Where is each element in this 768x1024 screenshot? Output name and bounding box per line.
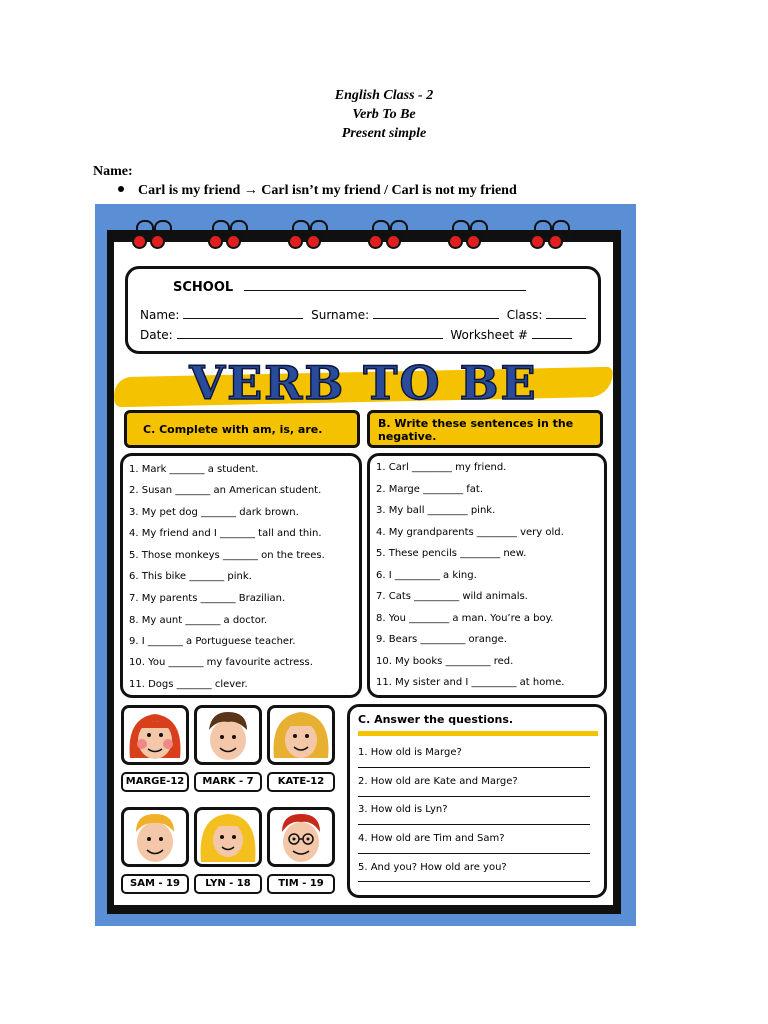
class-label: Class: — [506, 308, 543, 322]
doc-subtitle: Verb To Be — [352, 107, 416, 122]
list-item: 7. My parents _______ Brazilian. — [129, 593, 286, 604]
bullet-icon — [118, 186, 124, 192]
list-item: 1. Mark _______ a student. — [129, 464, 259, 475]
list-item: 10. You _______ my favourite actress. — [129, 657, 313, 668]
label-sam: SAM - 19 — [121, 874, 189, 894]
question-item: 1. How old is Marge? — [358, 747, 462, 758]
answer-line — [358, 796, 590, 797]
list-item: 10. My books _________ red. — [376, 656, 514, 667]
answer-questions-box — [347, 704, 607, 898]
list-item: 5. These pencils ________ new. — [376, 548, 527, 559]
list-item: 3. My ball ________ pink. — [376, 505, 496, 516]
name-row — [140, 307, 586, 322]
face-kate-icon — [267, 705, 335, 765]
list-item: 11. My sister and I _________ at home. — [376, 677, 565, 688]
answer-title: C. Answer the questions. — [358, 713, 514, 726]
ring-icon — [466, 220, 490, 248]
list-item: 9. I _______ a Portuguese teacher. — [129, 636, 296, 647]
doc-title: English Class - 2 — [334, 88, 434, 103]
face-mark-icon — [194, 705, 262, 765]
answer-line — [358, 767, 590, 768]
list-item: 4. My grandparents ________ very old. — [376, 527, 564, 538]
ring-icon — [548, 220, 572, 248]
worksheet-page — [114, 242, 613, 905]
title-band — [114, 354, 613, 414]
face-tim-icon — [267, 807, 335, 867]
doc-subtitle-2: Present simple — [341, 126, 427, 141]
label-kate: KATE-12 — [267, 772, 335, 792]
face-marge-icon — [121, 705, 189, 765]
right-exercise-box — [367, 453, 607, 698]
name-line — [183, 307, 303, 319]
worksheet-number-label: Worksheet # — [450, 328, 528, 342]
list-item: 2. Susan _______ an American student. — [129, 485, 322, 496]
answer-line — [358, 824, 590, 825]
label-tim: TIM - 19 — [267, 874, 335, 894]
face-lyn-icon — [194, 807, 262, 867]
list-item: 3. My pet dog _______ dark brown. — [129, 507, 299, 518]
label-lyn: LYN - 18 — [194, 874, 262, 894]
school-line — [244, 279, 526, 291]
worksheet-number-line — [532, 327, 572, 339]
list-item: 8. My aunt _______ a doctor. — [129, 615, 268, 626]
label-marge: MARGE-12 — [121, 772, 189, 792]
list-item: 7. Cats _________ wild animals. — [376, 591, 528, 602]
question-item: 2. How old are Kate and Marge? — [358, 776, 518, 787]
list-item: 9. Bears _________ orange. — [376, 634, 507, 645]
ring-icon — [386, 220, 410, 248]
label-mark: MARK - 7 — [194, 772, 262, 792]
question-item: 4. How old are Tim and Sam? — [358, 833, 505, 844]
school-row — [173, 279, 526, 295]
name-label: Name: — [93, 164, 133, 179]
list-item: 4. My friend and I _______ tall and thin. — [129, 528, 322, 539]
ring-icon — [226, 220, 250, 248]
surname-label: Surname: — [311, 308, 370, 322]
list-item: 8. You ________ a man. You’re a boy. — [376, 613, 554, 624]
worksheet-image — [95, 204, 636, 926]
list-item: 2. Marge ________ fat. — [376, 484, 484, 495]
example-text: Carl is my friend → Carl isn’t my friend / Carl is not my friend — [138, 183, 517, 198]
answer-line — [358, 853, 590, 854]
answer-title-underline — [358, 731, 598, 736]
worksheet-frame — [107, 230, 621, 914]
example-bullet — [118, 183, 517, 199]
answer-line — [358, 881, 590, 882]
question-item: 3. How old is Lyn? — [358, 804, 448, 815]
date-line — [177, 327, 443, 339]
date-label: Date: — [140, 328, 173, 342]
school-label: SCHOOL — [173, 280, 234, 295]
list-item: 11. Dogs _______ clever. — [129, 679, 248, 690]
face-sam-icon — [121, 807, 189, 867]
left-exercise-box — [120, 453, 362, 698]
school-info-box — [125, 266, 601, 354]
class-line — [546, 307, 586, 319]
left-instruction-box: C. Complete with am, is, are. — [124, 410, 360, 448]
date-row — [140, 327, 572, 342]
list-item: 5. Those monkeys _______ on the trees. — [129, 550, 325, 561]
question-item: 5. And you? How old are you? — [358, 862, 507, 873]
ring-icon — [150, 220, 174, 248]
worksheet-title: VERB TO BE — [189, 356, 538, 410]
list-item: 6. I _________ a king. — [376, 570, 477, 581]
surname-line — [373, 307, 499, 319]
ring-icon — [306, 220, 330, 248]
list-item: 6. This bike _______ pink. — [129, 571, 252, 582]
name-field-label: Name: — [140, 308, 180, 322]
right-instruction-box: B. Write these sentences in the negative. — [367, 410, 603, 448]
list-item: 1. Carl ________ my friend. — [376, 462, 507, 473]
